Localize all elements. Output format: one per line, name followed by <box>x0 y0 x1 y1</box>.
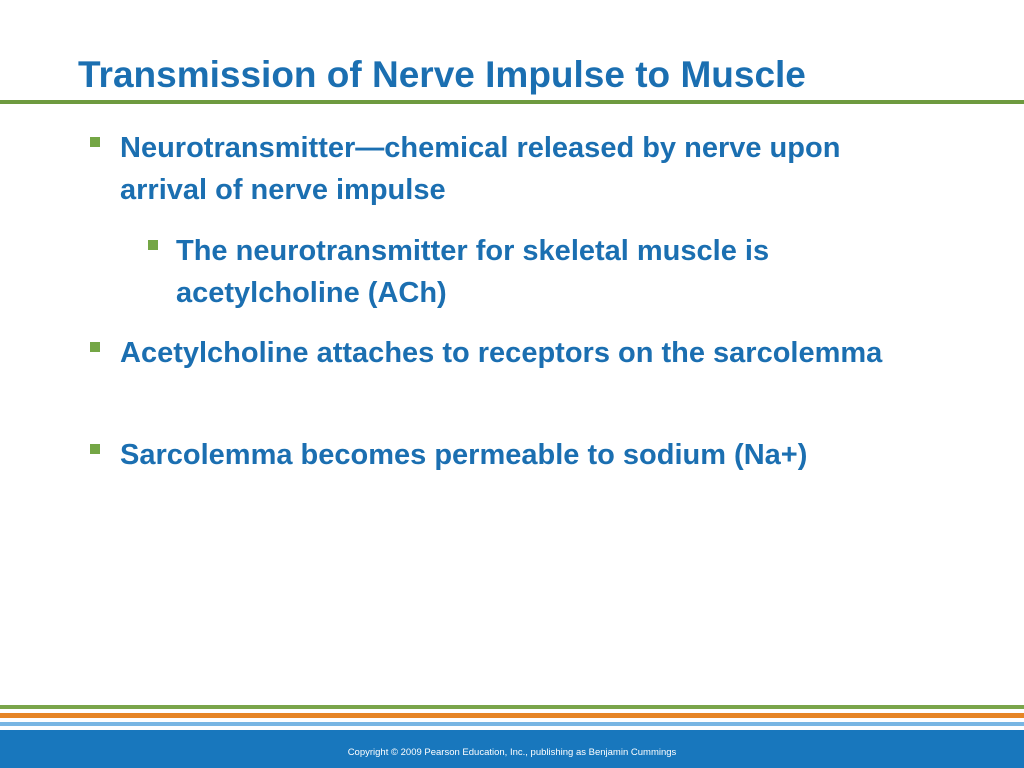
square-bullet-icon <box>90 444 100 454</box>
square-bullet-icon <box>90 342 100 352</box>
slide-title: Transmission of Nerve Impulse to Muscle <box>78 54 806 95</box>
bullet-text: The neurotransmitter for skeletal muscle is acetylcholine (ACh) <box>176 235 770 309</box>
bullet-item <box>120 434 1000 476</box>
copyright-notice: Copyright © 2009 Pearson Education, Inc., publishing as Benjamin Cummings <box>347 747 677 758</box>
footer-stripe-orange <box>0 713 1024 718</box>
bullet-text: Acetylcholine attaches to receptors on the sarcolemma <box>120 337 883 369</box>
bullet-text: Neurotransmitter—chemical released by nerve upon arrival of nerve impulse <box>120 132 841 206</box>
bullet-item <box>120 332 900 374</box>
square-bullet-icon <box>148 240 158 250</box>
footer-stripe-lightblue <box>0 722 1024 726</box>
bullet-text: Sarcolemma becomes permeable to sodium (Na+) <box>120 439 808 471</box>
square-bullet-icon <box>90 137 100 147</box>
title-divider <box>0 100 1024 104</box>
bullet-item <box>120 127 900 211</box>
footer-stripe-green <box>0 705 1024 709</box>
sub-bullet-item <box>176 230 916 314</box>
